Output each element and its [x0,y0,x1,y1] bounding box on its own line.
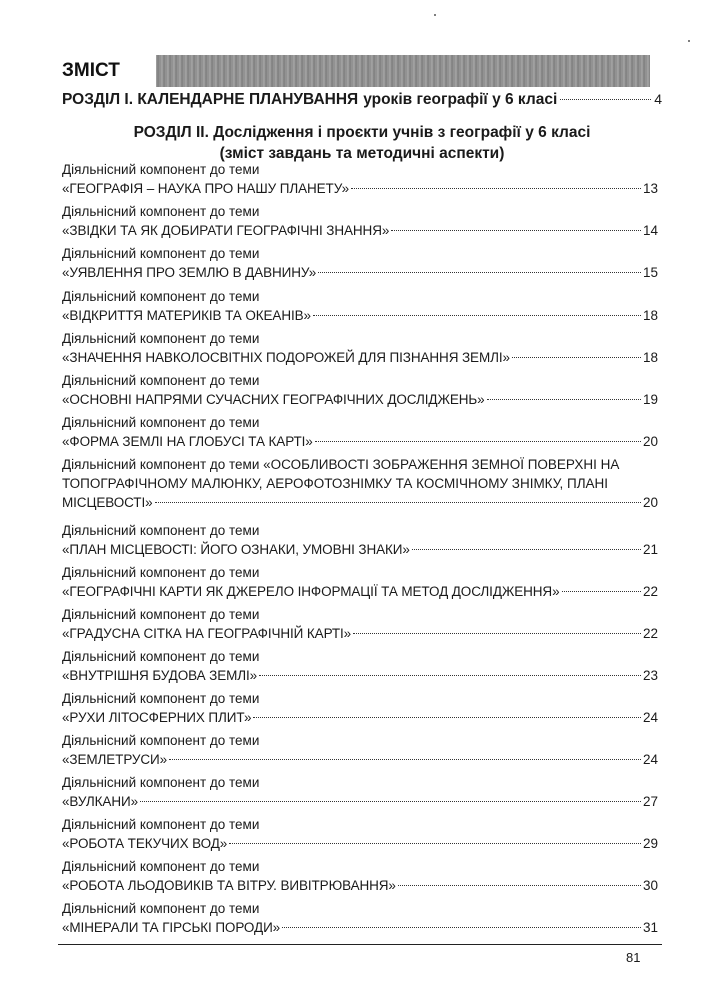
entry-label: Діяльнісний компонент до теми [62,565,260,580]
entry-topic: «ЗЕМЛЕТРУСИ» [62,752,168,767]
entry-topic: «ГЕОГРАФІЧНІ КАРТИ ЯК ДЖЕРЕЛО ІНФОРМАЦІЇ ТА МЕТОД ДОСЛІДЖЕННЯ» [62,584,560,599]
toc-entry[interactable] [62,857,658,895]
dot-leader [253,717,641,718]
section-2-heading [62,122,662,164]
entry-topic: МІСЦЕВОСТІ» [62,495,153,510]
toc-entry[interactable] [62,287,658,325]
dot-leader [313,315,641,316]
entry-label: Діяльнісний компонент до теми [62,204,260,219]
toc-entry[interactable] [62,563,658,601]
entry-label: Діяльнісний компонент до теми [62,523,260,538]
entry-label: Діяльнісний компонент до теми [62,649,260,664]
entry-topic: «РОБОТА ТЕКУЧИХ ВОД» [62,836,228,851]
dot-leader [229,843,641,844]
entry-topic: «ГРАДУСНА СІТКА НА ГЕОГРАФІЧНІЙ КАРТІ» [62,626,352,641]
toc-entry[interactable] [62,647,658,685]
entry-page: 20 [642,434,658,449]
entry-page: 18 [642,308,658,323]
entry-topic: «ЗНАЧЕННЯ НАВКОЛОСВІТНІХ ПОДОРОЖЕЙ ДЛЯ ПІЗНАННЯ ЗЕМЛІ» [62,350,510,365]
entry-topic: «УЯВЛЕННЯ ПРО ЗЕМЛЮ В ДАВНИНУ» [62,265,317,280]
entry-page: 18 [642,350,658,365]
entry-label: Діяльнісний компонент до теми [62,607,260,622]
toc-entry[interactable] [62,371,658,409]
entry-page: 27 [642,794,658,809]
entry-page: 29 [642,836,658,851]
entry-page: 24 [642,752,658,767]
section-2-subtitle: (зміст завдань та методичні аспекти) [219,145,505,162]
toc-entry-multiline[interactable] [62,455,658,512]
dot-leader [412,549,641,550]
toc-entry[interactable] [62,815,658,853]
entry-topic: «ЗВІДКИ ТА ЯК ДОБИРАТИ ГЕОГРАФІЧНІ ЗНАННЯ» [62,223,390,238]
toc-entry[interactable] [62,731,658,769]
dot-leader [140,801,641,802]
entry-topic: «ОСНОВНІ НАПРЯМИ СУЧАСНИХ ГЕОГРАФІЧНИХ ДОСЛІДЖЕНЬ» [62,392,485,407]
entry-line: ТОПОГРАФІЧНОМУ МАЛЮНКУ, АЕРОФОТОЗНІМКУ ТА КОСМІЧНОМУ ЗНІМКУ, ПЛАНІ [62,476,609,491]
dot-leader [562,591,641,592]
toc-entry[interactable] [62,521,658,559]
dot-leader [351,188,641,189]
toc-entry[interactable] [62,413,658,451]
dot-leader [155,502,641,503]
dot-leader [353,633,641,634]
entry-topic: «ВНУТРІШНЯ БУДОВА ЗЕМЛІ» [62,668,258,683]
entry-topic: «РОБОТА ЛЬОДОВИКІВ ТА ВІТРУ. ВИВІТРЮВАННЯ» [62,878,396,893]
toc-entry[interactable] [62,605,658,643]
entry-label: Діяльнісний компонент до теми [62,289,260,304]
contents-title: ЗМІСТ [58,55,156,87]
toc-entry[interactable] [62,244,658,282]
dot-leader [259,675,641,676]
contents-header-bar [58,55,650,87]
entry-page: 24 [642,710,658,725]
entry-topic: «МІНЕРАЛИ ТА ГІРСЬКІ ПОРОДИ» [62,920,281,935]
entry-label: Діяльнісний компонент до теми [62,162,260,177]
entry-topic: «ПЛАН МІСЦЕВОСТІ: ЙОГО ОЗНАКИ, УМОВНІ ЗНАКИ» [62,542,410,557]
entry-label: Діяльнісний компонент до теми [62,691,260,706]
dot-leader [487,399,641,400]
entry-page: 22 [642,626,658,641]
entry-topic: «ВІДКРИТТЯ МАТЕРИКІВ ТА ОКЕАНІВ» [62,308,311,323]
section-1-subtitle: уроків географії у 6 класі [363,91,558,108]
scan-speck [434,14,436,16]
entry-topic: «РУХИ ЛІТОСФЕРНИХ ПЛИТ» [62,710,252,725]
toc-entry[interactable] [62,773,658,811]
dot-leader [391,230,641,231]
footer-rule [58,944,662,945]
dot-leader [318,272,641,273]
entry-label: Діяльнісний компонент до теми [62,817,260,832]
section-1-title: РОЗДІЛ І. КАЛЕНДАРНЕ ПЛАНУВАННЯ [62,91,359,108]
entry-topic: «ГЕОГРАФІЯ – НАУКА ПРО НАШУ ПЛАНЕТУ» [62,181,349,196]
section-2-title: РОЗДІЛ ІІ. Дослідження і проєкти учнів з географії у 6 класі [133,124,591,141]
entry-page: 21 [642,542,658,557]
entry-page: 19 [642,392,658,407]
entry-page: 13 [642,181,658,196]
toc-entry[interactable] [62,689,658,727]
page-number: 81 [626,950,641,965]
entry-label: Діяльнісний компонент до теми [62,775,260,790]
dot-leader [282,927,641,928]
dot-leader [560,99,651,100]
section-1-page: 4 [654,91,662,107]
entry-label: Діяльнісний компонент до теми [62,331,260,346]
toc-entry[interactable] [62,160,658,198]
dot-leader [398,885,641,886]
dot-leader [512,357,641,358]
entry-page: 31 [642,920,658,935]
dot-leader [169,759,641,760]
entry-line: Діяльнісний компонент до теми «ОСОБЛИВОСТІ ЗОБРАЖЕННЯ ЗЕМНОЇ ПОВЕРХНІ НА [62,457,620,472]
entry-page: 15 [642,265,658,280]
entry-page: 23 [642,668,658,683]
entry-label: Діяльнісний компонент до теми [62,373,260,388]
toc-entry[interactable] [62,202,658,240]
section-1-entry[interactable] [62,89,662,110]
entry-label: Діяльнісний компонент до теми [62,733,260,748]
entry-label: Діяльнісний компонент до теми [62,246,260,261]
entry-page: 20 [642,495,658,510]
entry-label: Діяльнісний компонент до теми [62,859,260,874]
toc-entry[interactable] [62,899,658,937]
scan-speck [688,40,690,42]
entry-topic: «ВУЛКАНИ» [62,794,138,809]
entry-page: 22 [642,584,658,599]
entry-label: Діяльнісний компонент до теми [62,901,260,916]
entry-page: 30 [642,878,658,893]
toc-entry[interactable] [62,329,658,367]
entry-topic: «ФОРМА ЗЕМЛІ НА ГЛОБУСІ ТА КАРТІ» [62,434,313,449]
entry-label: Діяльнісний компонент до теми [62,415,260,430]
entry-page: 14 [642,223,658,238]
dot-leader [315,441,641,442]
